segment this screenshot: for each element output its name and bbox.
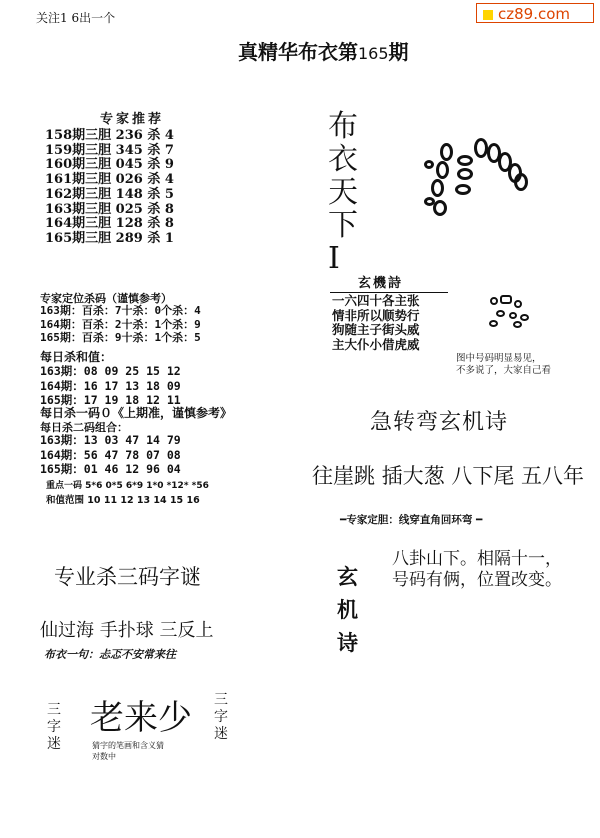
xuanji-poem: [332, 294, 420, 352]
oval-shape: [436, 161, 449, 179]
list-item: 164期：16 17 13 18 09: [40, 378, 181, 393]
vertical-char: 三: [47, 702, 61, 718]
sanzimi-left: [47, 702, 63, 753]
poem-line: 号码有俩，位置改变。: [392, 570, 562, 590]
oval-shape: [496, 310, 505, 317]
oval-shape: [509, 312, 517, 319]
hezhi-range: 和值范围 10 11 12 13 14 15 16: [46, 495, 200, 506]
list-item: 165期三胆 289 杀 1: [45, 230, 174, 246]
oval-shape: [431, 179, 444, 197]
square-icon: [483, 10, 493, 20]
xuanjishi-vertical: [337, 560, 361, 659]
poem-line: 八卦山下。相隔十一，: [392, 549, 562, 569]
list-item: 165期：百杀：9十杀：1个杀：5: [40, 331, 201, 345]
oval-shape: [457, 155, 473, 166]
list-item: 164期：56 47 78 07 08: [40, 447, 181, 462]
erma-heading: 每日杀二码组合：: [40, 421, 128, 434]
buyi-tianxia-vertical: [328, 110, 368, 275]
vertical-char: 三: [214, 692, 228, 708]
xuanji-title: 玄機詩: [358, 276, 404, 291]
riddle-line-2: 仙过海 手扑球 三反上: [40, 620, 214, 641]
list-item: 159期三胆 345 杀 7: [45, 142, 174, 158]
vertical-char: 天: [328, 175, 358, 210]
oval-shape: [520, 314, 529, 321]
list-item: 165期：17 19 18 12 11: [40, 393, 181, 407]
sanzimi-right: [214, 692, 230, 743]
oval-shape: [455, 184, 471, 195]
vertical-char: 衣: [328, 142, 358, 177]
poem-line: 狗随主子街头威: [332, 322, 420, 337]
oval-shape: [457, 168, 473, 180]
hint-line: 图中号码明显易见，: [456, 353, 542, 364]
dingwei-heading: 专家定位杀码（谨慎参考）: [40, 292, 172, 305]
hint-text: [456, 353, 551, 377]
list-item: 162期三胆 148 杀 5: [45, 186, 174, 202]
list-item: 164期：百杀：2十杀：1个杀：9: [40, 317, 201, 331]
list-item: 163期三胆 025 杀 8: [45, 201, 174, 217]
vertical-char: 下: [328, 208, 358, 243]
follow-text: 关注1 6出一个: [36, 11, 116, 25]
oval-shape: [440, 143, 453, 161]
hint-line: 猜字的笔画和含义猜: [92, 741, 164, 750]
oval-shape: [433, 200, 447, 216]
poem-line: 主大仆小借虎威: [332, 336, 420, 352]
expert-list: [45, 129, 174, 247]
list-item: 165期：01 46 12 96 04: [40, 462, 181, 476]
list-item: 161期三胆 026 杀 4: [45, 172, 174, 188]
title-end: 期: [388, 40, 409, 64]
vertical-char: 诗: [337, 630, 358, 655]
page-title: [238, 36, 409, 65]
oval-shape: [424, 160, 434, 169]
vertical-char: 迷: [47, 736, 61, 752]
jizhuanwan-title: 急转弯玄机诗: [370, 410, 509, 435]
vertical-char: 字: [47, 719, 61, 735]
hint-line: 不多说了，大家自己看: [456, 365, 552, 376]
hint-line: 对数中: [92, 752, 116, 761]
vertical-char: 布: [328, 109, 358, 144]
oval-shape: [500, 295, 512, 304]
expert-heading: 专家推荐: [100, 112, 165, 127]
oval-shape: [490, 297, 498, 305]
vertical-char: 迷: [214, 726, 228, 742]
bagua-poem: [392, 549, 562, 591]
title-number: 165: [358, 44, 389, 63]
list-item: 160期三胆 045 杀 9: [45, 157, 174, 173]
oval-shape: [513, 321, 522, 328]
list-item: 164期三胆 128 杀 8: [45, 216, 174, 232]
poem-line: 一六四十各主张: [332, 293, 420, 308]
poem-line: 情非所以顺势行: [332, 307, 420, 323]
vertical-char: 机: [337, 597, 358, 622]
oval-shape: [489, 320, 498, 327]
erma-list: [40, 433, 181, 477]
list-item: 163期：百杀：7十杀：0个杀：4: [40, 304, 201, 317]
hezhi-list: [40, 364, 181, 408]
hezhi-heading: 每日杀和值：: [40, 350, 113, 364]
riddle-line: 往崖跳 插大葱 八下尾 五八年: [312, 464, 585, 488]
list-item: 158期三胆 236 杀 4: [45, 128, 174, 143]
list-item: 163期：13 03 47 14 79: [40, 433, 181, 447]
title-main: 真精华布衣第: [238, 40, 358, 64]
list-item: 163期：08 09 25 15 12: [40, 364, 181, 378]
vertical-char: 字: [214, 709, 228, 725]
caizi-hint: [92, 740, 164, 762]
watermark-badge: [476, 3, 594, 23]
dingwei-list: [40, 304, 201, 345]
zhuanye-title: 专业杀三码字谜: [54, 565, 201, 589]
yima-heading: 每日杀一码０《上期准，谨慎参考》: [40, 406, 233, 420]
buyi-yiju: 布衣一句：忐忑不安常来往: [44, 648, 176, 661]
oval-shape: [514, 300, 522, 308]
watermark-text: cz89.com: [498, 5, 571, 23]
oval-shape: [514, 173, 528, 191]
vertical-char: 玄: [337, 564, 358, 589]
zhuanjia-dingdan: ━专家定胆：线穿直角回环弯 ━: [340, 514, 483, 526]
zhongdian-yima: 重点一码 5*6 0*5 6*9 1*0 *12* *56: [46, 481, 209, 491]
vertical-char: I: [328, 241, 340, 276]
oval-shape: [474, 138, 488, 158]
laolaishao: 老来少: [90, 698, 192, 738]
